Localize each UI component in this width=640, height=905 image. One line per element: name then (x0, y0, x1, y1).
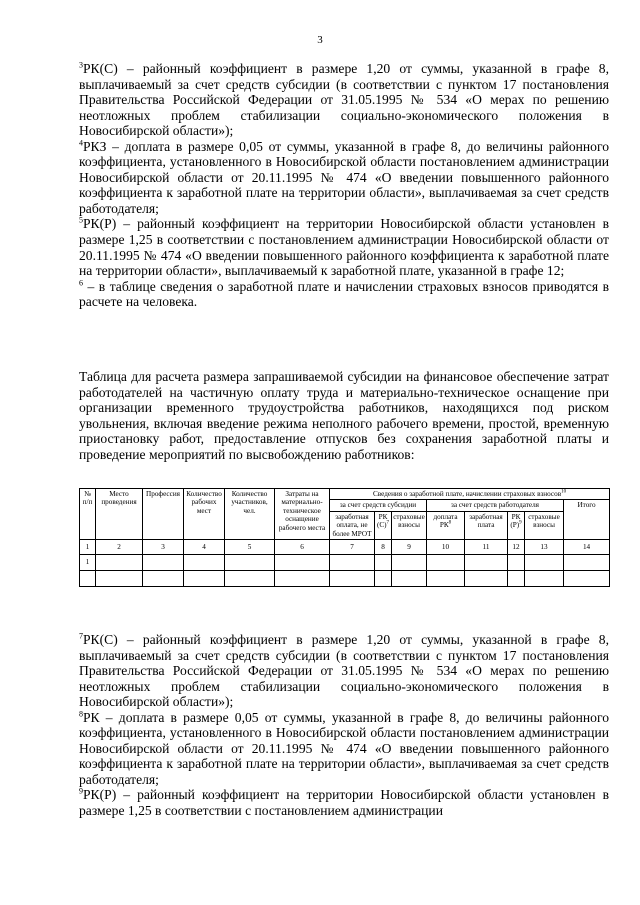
column-number: 3 (143, 540, 184, 555)
table-cell (225, 571, 275, 587)
header-workplaces: Количество рабочих мест (184, 489, 225, 540)
table-cell (427, 555, 465, 571)
column-number: 9 (392, 540, 427, 555)
column-number: 14 (564, 540, 610, 555)
column-number: 13 (525, 540, 564, 555)
table-cell (525, 555, 564, 571)
column-number: 11 (465, 540, 508, 555)
table-cell (508, 555, 525, 571)
table-cell (275, 555, 330, 571)
table-cell (375, 571, 392, 587)
header-wage-employer: заработная плата (465, 511, 508, 539)
footnote-6: $^6$ – в таблице сведения о заработной плате и начислении страховых взносов приводятся в расчете на человека. (79, 278, 609, 310)
table-cell (143, 571, 184, 587)
table-cell (225, 555, 275, 571)
footnote-7: $^7$РК(С) – районный коэффициент в размере 1,20 от суммы, указанной в графе 8, выплачиваемый за счет средств субсидии (в соответствии с пунктом 17 постановления Правительства Российской Федерации от 31.05.1995 № 534 «О мерах по решению неотложных проблем стабилизации социально-экономического положения в Новосибирской области»); (79, 631, 609, 710)
table-cell (392, 555, 427, 571)
column-number: 1 (80, 540, 96, 555)
footnotes-top (79, 61, 609, 310)
header-rk-c: РК $(С)^7$ (375, 511, 392, 539)
table-cell (184, 555, 225, 571)
header-insurance-2: страховые взносы (525, 511, 564, 539)
header-place: Место проведения (96, 489, 143, 540)
table-cell (96, 555, 143, 571)
table-row (80, 555, 610, 571)
table-row (80, 571, 610, 587)
header-costs: Затраты на материально-техническое оснащение рабочего места (275, 489, 330, 540)
table-cell (465, 555, 508, 571)
header-insurance-1: страховые взносы (392, 511, 427, 539)
page-number: 3 (317, 34, 323, 46)
table-cell (275, 571, 330, 587)
column-number: 7 (330, 540, 375, 555)
footnote-3: $^3$РК(С) – районный коэффициент в размере 1,20 от суммы, указанной в графе 8, выплачиваемый за счет средств субсидии (в соответствии с пунктом 17 постановления Правительства Российской Федерации от 31.05.1995 № 534 «О мерах по решению неотложных проблем стабилизации социально-экономического положения в Новосибирской области»); (79, 60, 609, 139)
table-cell (330, 571, 375, 587)
table-cell (564, 555, 610, 571)
table-cell (525, 571, 564, 587)
header-salary-group: Сведения о заработной плате, начислении страховых взносов$^{10}$ (330, 489, 610, 500)
column-numbers-row (80, 540, 610, 555)
column-number: 5 (225, 540, 275, 555)
table-cell (508, 571, 525, 587)
table-title: Таблица для расчета размера запрашиваемой субсидии на финансовое обеспечение затрат работодателей на частичную оплату труда и материально-техническое оснащение при организации временного трудоустройства работников, находящихся под риском увольнения, включая введение режима неполного рабочего времени, простой, временную приостановку работ, предоставление отпусков без сохранения заработной платы и проведение мероприятий по высвобождению работников: (79, 369, 609, 462)
column-number: 2 (96, 540, 143, 555)
subsidy-table (79, 488, 609, 587)
header-wage: заработная оплата, не более МРОТ (330, 511, 375, 539)
footnote-9: $^9$РК(Р) – районный коэффициент на территории Новосибирской области установлен в размере 1,25 в соответствии с постановлением администрации (79, 786, 609, 819)
table-cell (80, 571, 96, 587)
header-profession: Профессия (143, 489, 184, 540)
table-cell (143, 555, 184, 571)
column-number: 10 (427, 540, 465, 555)
table-cell (375, 555, 392, 571)
table-cell: 1 (80, 555, 96, 571)
column-number: 4 (184, 540, 225, 555)
footnote-4: $^4$РКЗ – доплата в размере 0,05 от суммы, указанной в графе 8, до величины районного коэффициента, установленного в Новосибирской области постановлением администрации Новосибирской области от 20.11.1995 № 474 «О введении повышенного районного коэффициента к заработной плате на территории области», выплачиваемая за счет средств работодателя; (79, 138, 609, 216)
header-total: Итого (564, 500, 610, 540)
table-cell (465, 571, 508, 587)
footnote-5: $^5$РК(Р) – районный коэффициент на территории Новосибирской области установлен в размере 1,25 в соответствии с постановлением администрации Новосибирской области от 20.11.1995 № 474 «О введении повышенного районного коэффициента к заработной плате на территории области», выплачиваемый к заработной плате, указанной в графе 12; (79, 215, 609, 279)
header-num: № п/п (80, 489, 96, 540)
column-number: 6 (275, 540, 330, 555)
column-number: 12 (508, 540, 525, 555)
table-cell (564, 571, 610, 587)
column-number: 8 (375, 540, 392, 555)
footnote-8: $^8$РК – доплата в размере 0,05 от суммы, указанной в графе 8, до величины районного коэффициента, установленного в Новосибирской области постановлением администрации Новосибирской области от 20.11.1995 № 474 «О введении повышенного районного коэффициента к заработной плате на территории области», выплачиваемая за счет средств работодателя; (79, 709, 609, 787)
header-rk-p: РК $(Р)^9$ (508, 511, 525, 539)
header-employer-group: за счет средств работодателя (427, 500, 564, 511)
table-cell (427, 571, 465, 587)
table-cell (330, 555, 375, 571)
header-participants: Количество участников, чел. (225, 489, 275, 540)
header-subsidy-group: за счет средств субсидии (330, 500, 427, 511)
table-cell (392, 571, 427, 587)
footnotes-bottom (79, 632, 609, 819)
table-cell (184, 571, 225, 587)
table-cell (96, 571, 143, 587)
header-bonus-rk: доплата $РК^8$ (427, 511, 465, 539)
